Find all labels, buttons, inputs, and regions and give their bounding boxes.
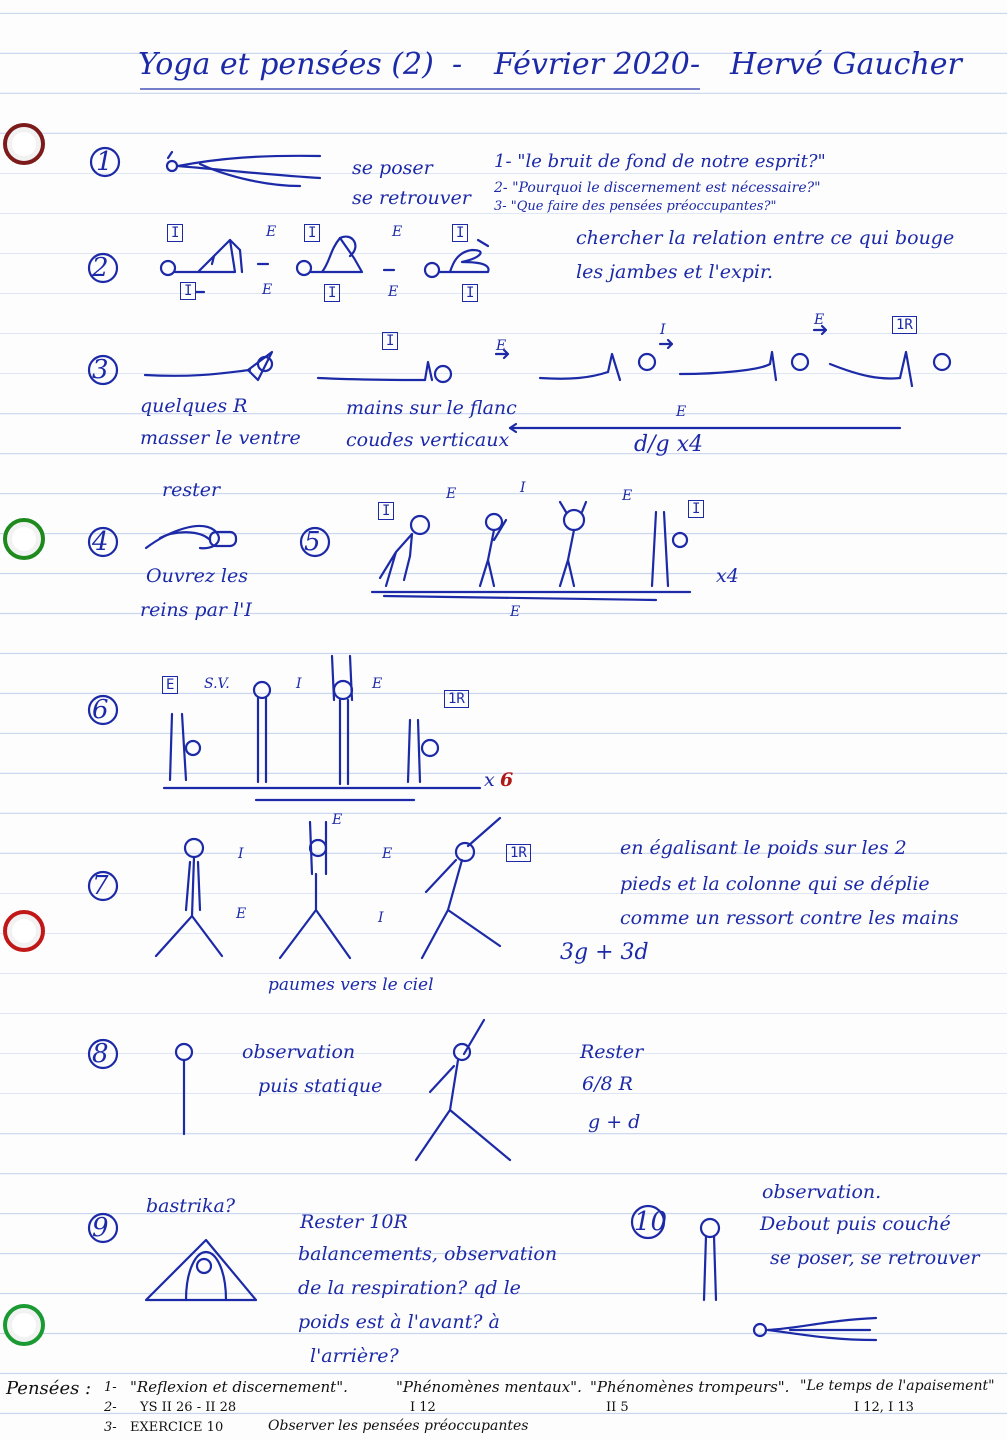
step10-note-2: Debout puis couché xyxy=(760,1213,951,1235)
step3-note-1: quelques R xyxy=(140,395,248,417)
step9-note-4: poids est à l'avant? à xyxy=(298,1311,500,1333)
step8-breaths: 6/8 R xyxy=(582,1073,633,1095)
question-2: 2- "Pourquoi le discernement est nécessaire?" xyxy=(494,180,821,196)
repetition-prefix: x xyxy=(484,769,495,791)
footer-label: Pensées : xyxy=(6,1378,92,1399)
exhale-label: E xyxy=(496,338,507,354)
exhale-label: E xyxy=(622,488,633,504)
footer-ref-1: YS II 26 - II 28 xyxy=(140,1400,237,1415)
step9-note-1: Rester 10R xyxy=(300,1211,408,1233)
step4-top-note: rester xyxy=(162,479,221,501)
footer-ref-4: I 12, I 13 xyxy=(854,1400,914,1415)
footer-thought-3: "Phénomènes trompeurs". xyxy=(590,1378,790,1396)
standing-then-lying-figure xyxy=(701,1219,876,1340)
page-date: Février 2020 xyxy=(494,47,690,82)
exhale-label: E xyxy=(236,906,247,922)
step-number-3: 3 xyxy=(92,355,109,385)
inhale-label: I xyxy=(238,846,244,862)
one-breath-box: 1R xyxy=(506,844,531,862)
step-number-5: 5 xyxy=(304,527,321,557)
repetition-count: d/g x4 xyxy=(634,432,703,457)
title-separator: - xyxy=(452,47,463,82)
footer-ref-3: II 5 xyxy=(606,1400,629,1415)
title-underline xyxy=(140,88,700,90)
exhale-label: E xyxy=(382,846,393,862)
step9-note-2: balancements, observation xyxy=(298,1243,558,1265)
inhale-box: I xyxy=(382,332,398,350)
footer-line-2-num: 2- xyxy=(104,1400,117,1415)
exhale-label: E xyxy=(814,312,825,328)
step8-note-1: observation xyxy=(242,1041,356,1063)
title-separator-2: - xyxy=(690,47,701,82)
step-number-9: 9 xyxy=(92,1213,109,1243)
footer-thought-4: "Le temps de l'apaisement" xyxy=(800,1378,995,1394)
exhale-label: E xyxy=(510,604,521,620)
step7-note-1: en égalisant le poids sur les 2 xyxy=(620,837,907,859)
repetition-count: x4 xyxy=(716,565,739,587)
step-number-7: 7 xyxy=(92,871,109,901)
one-breath-box: 1R xyxy=(892,316,917,334)
step-number-4: 4 xyxy=(92,527,109,557)
abdomen-massage-figure xyxy=(145,352,272,380)
step4-note-1: Ouvrez les xyxy=(146,565,248,587)
repetition-count: 3g + 3d xyxy=(560,940,649,965)
exhale-label: E xyxy=(332,812,343,828)
inhale-label: I xyxy=(660,322,666,338)
step-number-2: 2 xyxy=(92,253,109,283)
step9-note-5: l'arrière? xyxy=(310,1345,399,1367)
inhale-box: I xyxy=(688,500,704,518)
inhale-label: I xyxy=(520,480,526,496)
footer-exercise: EXERCICE 10 xyxy=(130,1420,224,1435)
step1-note-1: se poser xyxy=(352,157,433,179)
step9-note-3: de la respiration? qd le xyxy=(298,1277,521,1299)
page-author: Hervé Gaucher xyxy=(730,47,962,82)
step10-note-3: se poser, se retrouver xyxy=(770,1247,980,1269)
warrior-sequence xyxy=(156,818,500,958)
exhale-label: E xyxy=(676,404,687,420)
step-number-8: 8 xyxy=(92,1039,109,1069)
exhale-box: E xyxy=(162,676,178,694)
step3-note-3: mains sur le flanc xyxy=(346,397,517,419)
exhale-label: E xyxy=(388,284,399,300)
inhale-box: I xyxy=(462,284,478,302)
binder-hole-4 xyxy=(3,1304,45,1346)
footer-line-1-num: 1- xyxy=(104,1380,117,1395)
step-number-10: 10 xyxy=(634,1207,668,1237)
repetition-count: 6 xyxy=(500,769,514,791)
step2-note-2: les jambes et l'expir. xyxy=(576,261,773,283)
step-number-1: 1 xyxy=(96,147,113,177)
standing-label: S.V. xyxy=(204,676,230,692)
inhale-box: I xyxy=(324,284,340,302)
lying-figure xyxy=(167,152,320,186)
binder-hole-1 xyxy=(3,123,45,165)
triangle-pose-figure xyxy=(146,1240,256,1300)
step8-note-2: puis statique xyxy=(258,1075,383,1097)
question-1: 1- "le bruit de fond de notre esprit?" xyxy=(494,151,826,172)
step4-note-2: reins par l'I xyxy=(140,599,252,621)
one-breath-box: 1R xyxy=(444,690,469,708)
footer-thought-1: "Reflexion et discernement". xyxy=(130,1378,348,1396)
step7-note-2: pieds et la colonne qui se déplie xyxy=(620,873,930,895)
inhale-box: I xyxy=(167,224,183,242)
question-3: 3- "Que faire des pensées préoccupantes?" xyxy=(494,199,777,214)
binder-hole-3 xyxy=(3,910,45,952)
exhale-label: E xyxy=(266,224,277,240)
exhale-label: E xyxy=(392,224,403,240)
step7-note-3: comme un ressort contre les mains xyxy=(620,907,959,929)
squat-sequence xyxy=(372,502,690,600)
step7-bottom-note: paumes vers le ciel xyxy=(268,975,434,995)
page-title: Yoga et pensées (2) xyxy=(138,47,434,82)
inhale-label: I xyxy=(378,910,384,926)
inhale-box: I xyxy=(378,502,394,520)
binder-hole-2 xyxy=(3,518,45,560)
step8-rest: Rester xyxy=(580,1041,644,1063)
footer-thought-2: "Phénomènes mentaux". xyxy=(396,1378,582,1396)
footer-ref-2: I 12 xyxy=(410,1400,436,1415)
step2-note-1: chercher la relation entre ce qui bouge xyxy=(576,227,955,249)
step-number-6: 6 xyxy=(92,695,109,725)
exhale-label: E xyxy=(262,282,273,298)
inhale-box: I xyxy=(452,224,468,242)
inhale-box: I xyxy=(304,224,320,242)
step3-note-2: masser le ventre xyxy=(140,427,301,449)
exhale-label: E xyxy=(446,486,457,502)
step9-top-note: bastrika? xyxy=(146,1195,236,1217)
footer-line-3-num: 3- xyxy=(104,1420,117,1435)
step10-note-1: observation. xyxy=(762,1181,882,1203)
footer-exercise-note: Observer les pensées préoccupantes xyxy=(268,1418,529,1434)
step8-sides: g + d xyxy=(588,1111,641,1133)
exhale-label: E xyxy=(372,676,383,692)
step1-note-2: se retrouver xyxy=(352,187,471,209)
inhale-label: I xyxy=(296,676,302,692)
step3-note-4: coudes verticaux xyxy=(346,429,510,451)
inhale-box: I xyxy=(180,282,196,300)
child-pose-figure xyxy=(146,526,236,548)
